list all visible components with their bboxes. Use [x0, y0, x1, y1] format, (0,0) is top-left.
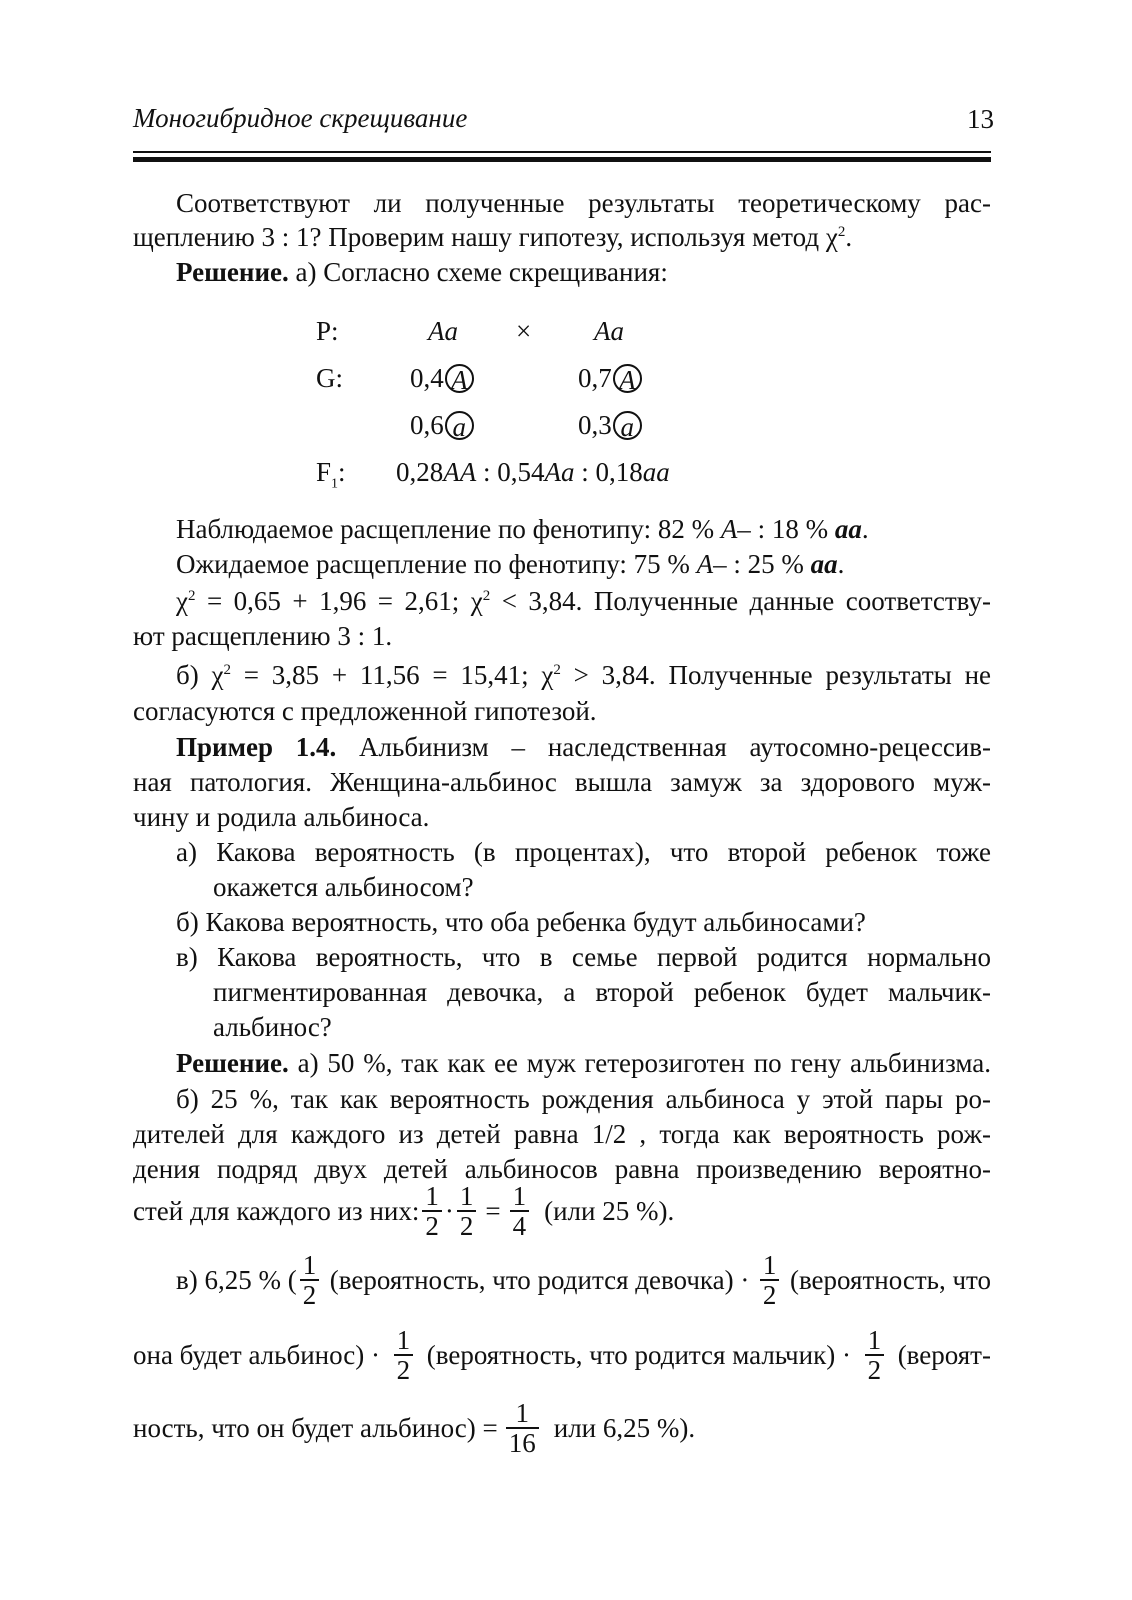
question-b-line-1: б) Какова вероятность, что оба ребенка будут альбиносами?: [176, 907, 866, 937]
solution-2-b-line-3: дения подряд двух детей альбиносов равна произведению вероятно-: [133, 1154, 991, 1184]
fraction-one-half: $\frac{1}{2}$: [422, 1182, 442, 1240]
fraction-one-sixteenth: $\frac{1}{16}$: [506, 1399, 539, 1457]
question-v-line-1: в) Какова вероятность, что в семье первой родится нормально: [176, 942, 991, 972]
scheme-f1-label: $F_1$:: [316, 457, 346, 492]
allele-circle-A: A: [445, 364, 474, 393]
running-title: Моногибридное скрещивание: [133, 103, 468, 133]
intro-line-2: щеплению 3 : 1? Проверим нашу гипотезу, используя метод $\chi^2$.: [133, 222, 853, 252]
solution-label: Решение.: [176, 1048, 289, 1078]
allele-circle-A: A: [613, 364, 642, 393]
question-a-line-1: а) Какова вероятность (в процентах), что второй ребенок тоже: [176, 837, 991, 867]
question-v-line-2: пигментированная девочка, а второй ребенок будет мальчик-: [213, 977, 991, 1007]
chi-square-b-line-1: б) $\chi^2 = 3,85 + 11,56 = 15,41$; $\chi^2 > 3,84$. Полученные результаты не: [176, 660, 991, 690]
fraction-one-half: $\frac{1}{2}$: [300, 1251, 320, 1309]
chi-square-a-line-1: $\chi^2 = 0,65 + 1,96 = 2,61$; $\chi^2 < 3,84$. Полученные данные соответству-: [176, 586, 991, 616]
scheme-parent-2: Aa: [594, 316, 624, 346]
solution-2-line-a: Решение. а) 50 %, так как ее муж гетерозиготен по гену альбинизма.: [176, 1048, 991, 1078]
expected-ratio: Ожидаемое расщепление по фенотипу: 75 % A– : 25 % aa.: [176, 549, 845, 579]
header-rule-thin: [133, 151, 991, 153]
fraction-one-half: $\frac{1}{2}$: [865, 1326, 885, 1384]
example-line-2: ная патология. Женщина-альбинос вышла замуж за здорового муж-: [133, 767, 991, 797]
example-line-1: Пример 1.4. Альбинизм – наследственная аутосомно-рецессив-: [176, 732, 991, 762]
solution-2-b-line-1: б) 25 %, так как вероятность рождения альбиноса у этой пары ро-: [176, 1084, 991, 1114]
gamete-p2-recessive: 0,3 a: [578, 408, 642, 442]
gamete-p2-dominant: 0,7 A: [578, 361, 642, 395]
question-a-line-2: окажется альбиносом?: [213, 872, 474, 902]
gamete-p1-recessive: 0,6 a: [410, 408, 474, 442]
solution-v-line-3: ность, что он будет альбинос) = $\frac{1}{16}$ или 6,25 %).: [133, 1398, 696, 1458]
fraction-one-quarter: $\frac{1}{4}$: [510, 1182, 530, 1240]
solution-2-b-line-4: стей для каждого из них: $\frac{1}{2}$ · $\frac{1}{2}$ = $\frac{1}{4}$ (или 25 %).: [133, 1181, 675, 1241]
example-label: Пример 1.4.: [176, 732, 337, 762]
example-line-3: чину и родила альбиноса.: [133, 802, 430, 832]
scheme-parent-1: Aa: [428, 316, 458, 346]
question-v-line-3: альбинос?: [213, 1012, 332, 1042]
solution-1-heading: Решение. а) Согласно схеме скрещивания:: [176, 257, 668, 287]
solution-2-b-line-2: дителей для каждого из детей равна 1/2 , тогда как вероятность рож-: [133, 1119, 991, 1149]
fraction-one-half: $\frac{1}{2}$: [394, 1326, 414, 1384]
scheme-p-label: P:: [316, 316, 339, 346]
chi-square-b-line-2: согласуются с предложенной гипотезой.: [133, 696, 597, 726]
scheme-g-label: G:: [316, 363, 343, 393]
gamete-p1-dominant: 0,4 A: [410, 361, 474, 395]
intro-line-1: Соответствуют ли полученные результаты теоретическому рас-: [176, 188, 991, 218]
allele-circle-a: a: [445, 411, 474, 440]
scheme-cross-sign: ×: [516, 316, 532, 346]
header-rule-thick: [133, 157, 991, 162]
page-number: 13: [967, 104, 994, 134]
scheme-f1-ratio: 0,28AA : 0,54Aa : 0,18aa: [396, 457, 670, 487]
fraction-one-half: $\frac{1}{2}$: [760, 1251, 780, 1309]
fraction-one-half: $\frac{1}{2}$: [457, 1182, 477, 1240]
chi-square-a-line-2: ют расщеплению 3 : 1.: [133, 621, 393, 651]
solution-v-line-1: в) 6,25 % ( $\frac{1}{2}$ (вероятность, что родится девочка) · $\frac{1}{2}$ (вероятность, что: [176, 1250, 991, 1310]
allele-circle-a: a: [613, 411, 642, 440]
observed-ratio: Наблюдаемое расщепление по фенотипу: 82 % A– : 18 % aa.: [176, 514, 869, 544]
solution-v-line-2: она будет альбинос) · $\frac{1}{2}$ (вероятность, что родится мальчик) · $\frac{1}{2}$ (вероят-: [133, 1325, 991, 1385]
solution-label: Решение.: [176, 257, 289, 287]
